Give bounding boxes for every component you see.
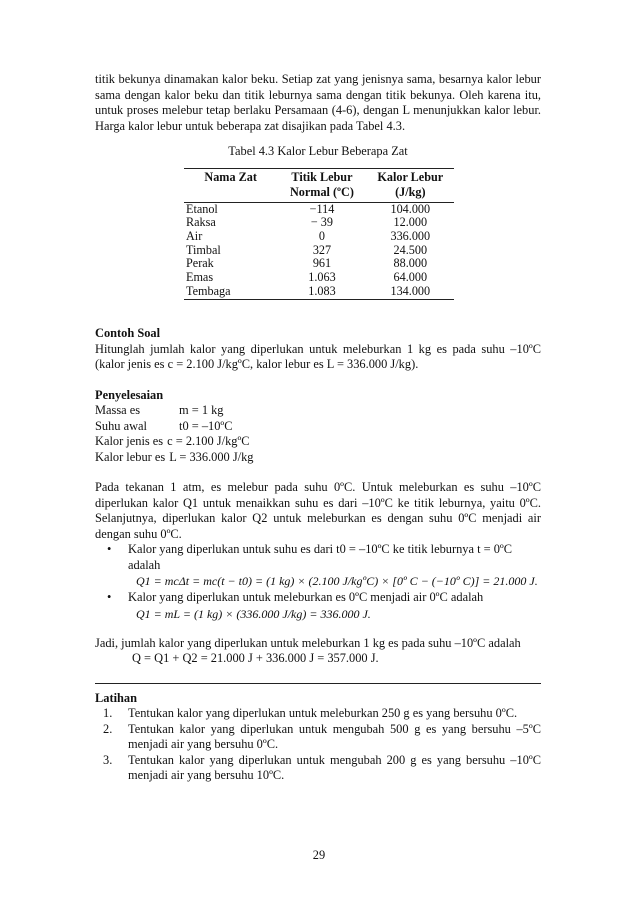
exercise-text: Tentukan kalor yang diperlukan untuk meleburkan 250 g es yang bersuhu 0ºC. <box>128 706 518 721</box>
step-text: Kalor yang diperlukan untuk suhu es dari t0 = –10ºC ke titik leburnya t = 0ºC adalah <box>128 542 513 572</box>
table-cell: 64.000 <box>393 270 428 285</box>
conclusion-equation: Q = Q1 + Q2 = 21.000 J + 336.000 J = 357.000 J. <box>132 651 379 666</box>
table-row <box>184 244 454 258</box>
exercise-number: 1. <box>103 706 113 721</box>
page-content <box>95 72 541 784</box>
table-header-melting-point: Titik Lebur Normal (ºC) <box>277 168 366 202</box>
given-row <box>95 434 541 450</box>
table-row <box>184 202 454 216</box>
bullet-icon: • <box>107 590 112 605</box>
table-cell: 24.500 <box>393 242 428 257</box>
table-row <box>184 230 454 244</box>
table-cell: 1.063 <box>308 270 336 285</box>
exercise-list <box>95 706 541 784</box>
table-cell: 327 <box>312 242 332 257</box>
solution-steps <box>95 542 541 623</box>
solution-step <box>103 590 541 623</box>
exercise-item <box>103 753 541 784</box>
section-divider <box>95 683 541 684</box>
given-row <box>95 450 541 466</box>
given-label: Kalor jenis es <box>95 434 164 449</box>
given-row <box>95 403 541 419</box>
given-value: c = 2.100 J/kgºC <box>167 434 250 449</box>
formula-q2: Q1 = mL = (1 kg) × (336.000 J/kg) = 336.000 J. <box>136 606 371 621</box>
exercise-text: Tentukan kalor yang diperlukan untuk mengubah 500 g es yang bersuhu –5ºC menjadi air yang bersuhu 0ºC. <box>128 721 541 752</box>
table-cell: − 39 <box>310 215 333 230</box>
exercise-title: Latihan <box>95 690 138 705</box>
solution-explanation: Pada tekanan 1 atm, es melebur pada suhu 0ºC. Untuk meleburkan es suhu –10ºC diperlukan kalor Q1 untuk menaikkan suhu es dari –10ºC ke titik leburnya, yaitu 0ºC. Selanjutnya, diperlukan kalor Q2 untuk meleburkan es dengan suhu 0ºC menjadi air dengan suhu 0ºC. <box>95 480 541 541</box>
exercise-item <box>103 706 541 722</box>
given-label: Suhu awal <box>95 418 147 433</box>
example-text: Hitunglah jumlah kalor yang diperlukan untuk meleburkan 1 kg es pada suhu –10ºC (kalor jenis es c = 2.100 J/kgºC, kalor lebur es L = 336.000 J/kg). <box>95 341 541 372</box>
table-row <box>184 271 454 285</box>
table-header-name: Nama Zat <box>184 168 277 202</box>
table-cell: 961 <box>312 256 332 271</box>
table-cell: Raksa <box>186 215 216 230</box>
given-value: L = 336.000 J/kg <box>169 449 254 464</box>
table-caption: Tabel 4.3 Kalor Lebur Beberapa Zat <box>228 144 408 158</box>
exercise-item <box>103 722 541 753</box>
given-value: m = 1 kg <box>179 403 224 418</box>
melting-heat-table <box>184 168 454 301</box>
example-title: Contoh Soal <box>95 326 161 341</box>
table-row <box>184 216 454 230</box>
table-cell: Tembaga <box>184 285 277 300</box>
table-cell: 336.000 <box>390 228 431 243</box>
table-cell: Perak <box>186 256 214 271</box>
conclusion-text: Jadi, jumlah kalor yang diperlukan untuk meleburkan 1 kg es pada suhu –10ºC adalah <box>95 635 521 650</box>
given-value: t0 = –10ºC <box>179 418 233 433</box>
exercise-text: Tentukan kalor yang diperlukan untuk mengubah 200 g es yang bersuhu –10ºC menjadi air yang bersuhu 10ºC. <box>128 752 541 783</box>
intro-paragraph: titik bekunya dinamakan kalor beku. Setiap zat yang jenisnya sama, besarnya kalor lebur sama dengan kalor beku dan titik leburnya sama dengan titik bekunya. Oleh karena itu, untuk proses melebur tetap berlaku Persamaan (4-6), dengan L menunjukkan kalor lebur. Harga kalor lebur untuk beberapa zat disajikan pada Tabel 4.3. <box>95 72 541 133</box>
solution-step <box>103 542 541 590</box>
table-cell: Emas <box>186 270 214 285</box>
table-header-latent-heat: Kalor Lebur (J/kg) <box>367 168 454 202</box>
given-label: Massa es <box>95 403 141 418</box>
table-cell: 12.000 <box>393 215 428 230</box>
table-cell: 0 <box>318 228 325 243</box>
exercise-number: 3. <box>103 752 113 767</box>
table-cell: 1.083 <box>277 285 366 300</box>
page-number: 29 <box>312 848 326 862</box>
bullet-icon: • <box>107 542 112 557</box>
table-cell: Air <box>186 228 203 243</box>
table-cell: −114 <box>309 201 335 216</box>
given-label: Kalor lebur es <box>95 449 166 464</box>
table-cell: 134.000 <box>367 285 454 300</box>
table-cell: Etanol <box>186 201 218 216</box>
table-cell: 88.000 <box>393 256 428 271</box>
table-row <box>184 285 454 300</box>
step-text: Kalor yang diperlukan untuk meleburkan es 0ºC menjadi air 0ºC adalah <box>128 590 484 605</box>
exercise-number: 2. <box>103 721 113 736</box>
table-cell: Timbal <box>186 242 221 257</box>
table-cell: 104.000 <box>390 201 431 216</box>
given-row <box>95 419 541 435</box>
formula-q1: Q1 = mcΔt = mc(t − t0) = (1 kg) × (2.100 J/kgºC) × [0º C − (−10º C)] = 21.000 J. <box>136 574 538 589</box>
given-values <box>95 403 541 465</box>
table-row <box>184 257 454 271</box>
solution-title: Penyelesaian <box>95 387 164 402</box>
